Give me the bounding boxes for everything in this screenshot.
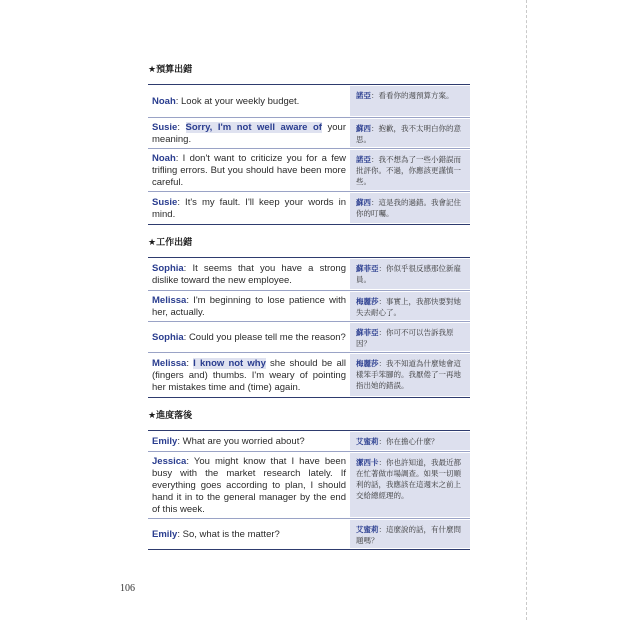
zh-text: ：你可不可以告訴我原因？ — [356, 328, 454, 348]
english-line — [148, 85, 350, 117]
zh-text: ：這麼說的話，有什麼問題嗎？ — [356, 525, 461, 545]
english-line — [148, 322, 350, 352]
chinese-translation — [350, 520, 470, 548]
line-text: : Look at your weekly budget. — [175, 95, 300, 107]
zh-text: ：看看你的週預算方案。 — [371, 91, 454, 100]
zh-text: ：這是我的過錯。我會記住你的叮囑。 — [356, 198, 461, 218]
zh-speaker-name: 艾蜜莉 — [356, 437, 379, 446]
line-text: : — [177, 121, 186, 133]
dialogue-row — [148, 353, 470, 397]
zh-speaker-name: 潔西卡 — [356, 458, 379, 467]
dialogue-row — [148, 291, 470, 322]
speaker-name: Melissa — [152, 357, 187, 369]
zh-speaker-name: 蘇菲亞 — [356, 264, 379, 273]
english-line — [148, 118, 350, 148]
english-line — [148, 149, 350, 191]
zh-speaker-name: 蘇西 — [356, 124, 371, 133]
dialogue-row — [148, 149, 470, 192]
chinese-translation — [350, 432, 470, 450]
line-text: : So, what is the matter? — [177, 528, 280, 540]
chinese-translation — [350, 193, 470, 223]
line-text: : Could you please tell me the reason? — [183, 331, 346, 343]
dialogue-content — [148, 64, 470, 562]
english-line — [148, 258, 350, 290]
chinese-translation — [350, 354, 470, 396]
english-line — [148, 353, 350, 397]
highlighted-phrase: I know not why — [193, 357, 266, 369]
zh-text: ：事實上，我都快要對她失去耐心了。 — [356, 297, 461, 317]
section-behind-schedule — [148, 410, 470, 550]
english-line — [148, 431, 350, 451]
page-number: 106 — [120, 583, 135, 594]
zh-speaker-name: 蘇西 — [356, 198, 371, 207]
zh-speaker-name: 梅麗莎 — [356, 359, 379, 368]
zh-speaker-name: 梅麗莎 — [356, 297, 379, 306]
speaker-name: Noah — [152, 95, 176, 107]
chinese-translation — [350, 323, 470, 351]
line-text: : — [186, 357, 194, 369]
chinese-translation — [350, 259, 470, 289]
section-title: ★工作出錯 — [148, 238, 193, 248]
line-text-continued: your meaning. — [152, 121, 347, 145]
section-work-error — [148, 237, 470, 398]
line-text: : I'm beginning to lose patience with her, actually. — [152, 294, 346, 318]
zh-text: ：你也許知道，我最近都在忙著做市場調查。如果一切順利的話，我應該在這週末之前上交給總經理的。 — [356, 458, 461, 500]
dialogue-row — [148, 258, 470, 291]
speaker-name: Sophia — [152, 331, 184, 343]
speaker-name: Susie — [152, 121, 178, 133]
speaker-name: Susie — [152, 196, 178, 208]
zh-text: ：抱歉，我不太明白你的意思。 — [356, 124, 461, 144]
zh-speaker-name: 艾蜜莉 — [356, 525, 379, 534]
speaker-name: Emily — [152, 435, 178, 447]
line-text: : You might know that I have been busy with the market research lately. If everything goes according to plan, I should hand it in to the general manager by the end of this week. — [152, 455, 346, 515]
chinese-translation — [350, 119, 470, 147]
speaker-name: Noah — [152, 152, 176, 164]
english-line — [148, 452, 350, 518]
zh-text: ：我不知道為什麼她會這樣笨手笨腳的。我厭倦了一再地指出她的錯誤。 — [356, 359, 461, 390]
dialogue-row — [148, 118, 470, 149]
dialogue-row — [148, 192, 470, 224]
line-text: : What are you worried about? — [177, 435, 305, 447]
dialogue-row — [148, 322, 470, 353]
zh-speaker-name: 蘇菲亞 — [356, 328, 379, 337]
english-line — [148, 192, 350, 224]
zh-text: ：你似乎很反感那位新雇員。 — [356, 264, 461, 284]
dialogue-table — [148, 430, 470, 550]
english-line — [148, 519, 350, 549]
dialogue-table — [148, 257, 470, 398]
chinese-translation — [350, 150, 470, 190]
line-text: : I don't want to criticize you for a few trifling errors. But you should have been more careful. — [152, 152, 346, 188]
dialogue-table — [148, 84, 470, 225]
section-title: ★進度落後 — [148, 411, 193, 421]
speaker-name: Melissa — [152, 294, 187, 306]
line-text: : It seems that you have a strong dislike toward the new employee. — [152, 262, 346, 286]
zh-text: ：我不想為了一些小錯誤而批評你。不過，你應該更謹慎一些。 — [356, 155, 461, 186]
zh-text: ：你在擔心什麼？ — [378, 437, 439, 446]
dialogue-row — [148, 452, 470, 519]
highlighted-phrase: Sorry, I'm not well aware of — [185, 121, 322, 133]
page-edge-dashed-line — [526, 0, 527, 620]
line-text-continued: she should be all (fingers and) thumbs. I'm weary of pointing her mistakes time and (time) again. — [152, 357, 346, 393]
line-text: : It's my fault. I'll keep your words in mind. — [152, 196, 346, 220]
chinese-translation — [350, 86, 470, 116]
dialogue-row — [148, 85, 470, 118]
speaker-name: Jessica — [152, 455, 187, 467]
dialogue-row — [148, 519, 470, 549]
speaker-name: Sophia — [152, 262, 184, 274]
zh-speaker-name: 諾亞 — [356, 91, 371, 100]
chinese-translation — [350, 453, 470, 517]
section-budget-error — [148, 64, 470, 225]
zh-speaker-name: 諾亞 — [356, 155, 371, 164]
english-line — [148, 291, 350, 321]
section-title: ★預算出錯 — [148, 65, 193, 75]
speaker-name: Emily — [152, 528, 178, 540]
dialogue-row — [148, 431, 470, 452]
chinese-translation — [350, 292, 470, 320]
